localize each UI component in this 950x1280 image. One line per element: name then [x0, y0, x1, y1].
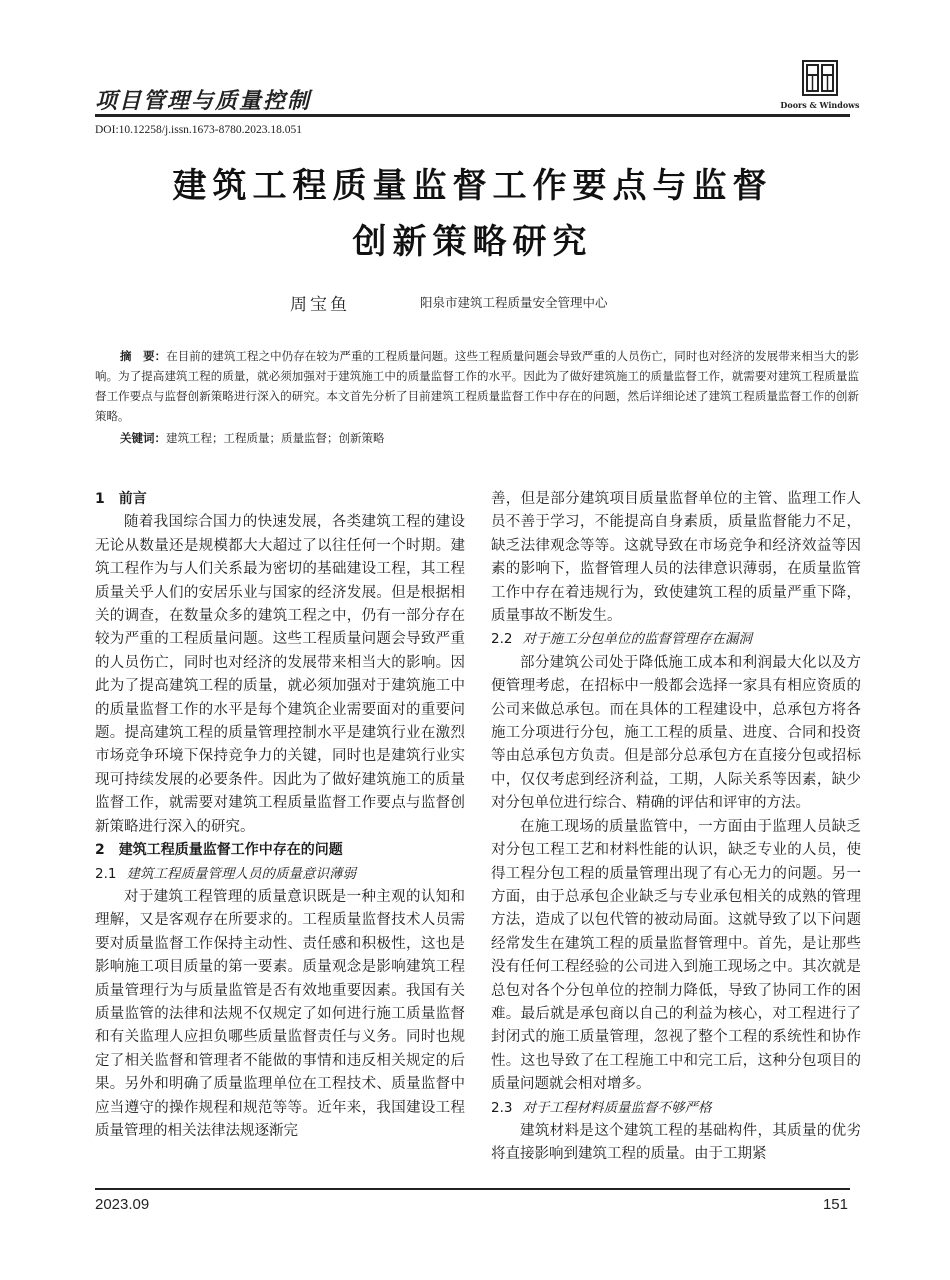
abstract [95, 346, 859, 426]
abstract-text: 在目前的建筑工程之中仍存在较为严重的工程质量问题。这些工程质量问题会导致严重的人员伤亡，同时也对经济的发展带来相当大的影响。为了提高建筑工程的质量，就必须加强对于建筑施工中的质量监督工作的水平。因此为了做好建筑施工的质量监督工作，就需要对建筑工程质量监督工作要点与监督创新策略进行深入的研究。本文首先分析了目前建筑工程质量监督工作中存在的问题，然后详细论述了建筑工程质量监督工作的创新策略。 [95, 349, 860, 423]
doi: DOI:10.12258/j.issn.1673-8780.2023.18.051 [95, 124, 302, 136]
subsection-number: 2.2 [491, 631, 513, 648]
journal-section-title: 项目管理与质量控制 [95, 89, 312, 114]
title-line-1: 建筑工程质量监督工作要点与监督 [172, 166, 773, 206]
doors-windows-logo-icon [802, 60, 838, 96]
author-name: 周宝鱼 [290, 295, 350, 315]
page-number: 151 [822, 1196, 848, 1213]
section-number: 1 [95, 491, 105, 507]
article-title [95, 158, 850, 270]
subsection-title: 建筑工程质量管理人员的质量意识薄弱 [126, 865, 356, 882]
subsection-heading [491, 628, 861, 651]
paragraph-continued: 善，但是部分建筑项目质量监督单位的主管、监理工作人员不善于学习，不能提高自身素质，质量监督能力不足，缺乏法律观念等等。这就导致在市场竞争和经济效益等因素的影响下，监督管理人员的法律意识薄弱，在质量监管工作中存在着违规行为，致使建筑工程的质量严重下降，质量事故不断发生。 [491, 491, 861, 625]
subsection-title: 对于工程材料质量监督不够严格 [522, 1099, 712, 1116]
subsection-number: 2.3 [491, 1099, 513, 1116]
subsection-number: 2.1 [95, 865, 117, 882]
section-number: 2 [95, 842, 105, 859]
paragraph: 部分建筑公司处于降低施工成本和利润最大化以及方便管理考虑，在招标中一般都会选择一家具有相应资质的公司来做总承包。而在具体的工程建设中，总承包方将各施工分项进行分包，施工工程的质量、进度、合同和投资等由总承包方负责。但是部分总承包方在直接分包或招标中，仅仅考虑到经济利益，工期，人际关系等因素，缺少对分包单位进行综合、精确的评估和评审的方法。 [491, 654, 861, 812]
author-affiliation: 阳泉市建筑工程质量安全管理中心 [420, 295, 608, 310]
abstract-label: 摘 要： [120, 349, 167, 363]
section-title: 建筑工程质量监督工作中存在的问题 [118, 842, 343, 859]
keywords [120, 430, 385, 446]
section-heading [95, 488, 465, 511]
paragraph: 随着我国综合国力的快速发展，各类建筑工程的建设无论从数量还是规模都大大超过了以往任何一个时期。建筑工程作为与人们关系最为密切的基础建设工程，其工程质量关乎人们的安居乐业与国家的经济发展。但是根据相关的调查，在数量众多的建筑工程之中，仍有一部分存在较为严重的工程质量问题。这些工程质量问题会导致严重的人员伤亡，同时也对经济的发展带来相当大的影响。因此为了提高建筑工程的质量，就必须加强对于建筑施工中的质量监督工作的水平是每个建筑企业需要面对的重要问题。提高建筑工程的质量管理控制水平是建筑行业在激烈市场竞争环境下保持竞争力的关键，同时也是建筑行业实现可持续发展的必要条件。因此为了做好建筑施工的质量监督工作，就需要对建筑工程质量监督工作要点与监督创新策略进行深入的研究。 [95, 514, 465, 835]
section-title: 前言 [118, 491, 147, 507]
title-line-2: 创新策略研究 [352, 222, 593, 262]
section-heading [95, 839, 465, 862]
journal-logo [780, 60, 860, 115]
paragraph: 在施工现场的质量监管中，一方面由于监理人员缺乏对分包工程工艺和材料性能的认识，缺乏专业的人员，使得工程分包工程的质量管理出现了有心无力的问题。另一方面，由于总承包企业缺乏与专业承包相关的成熟的管理方法，造成了以包代管的被动局面。这就导致了以下问题经常发生在建筑工程的质量监督管理中。首先，是让那些没有任何工程经验的公司进入到施工现场之中。其次就是总包对各个分包单位的控制力降低，导致了协同工作的困难。最后就是承包商以自己的利益为核心，对工程进行了封闭式的施工质量管理，忽视了整个工程的系统性和协作性。这也导致了在工程施工中和完工后，这种分包项目的质量问题就会相对增多。 [491, 818, 861, 1093]
header-rule [95, 114, 850, 117]
column-right [491, 488, 861, 1167]
footer-rule [95, 1188, 850, 1190]
issue-date: 2023.09 [95, 1196, 150, 1213]
logo-text: Doors & Windows [780, 100, 860, 110]
column-left [95, 488, 465, 1143]
keywords-label: 关键词： [120, 431, 166, 445]
paragraph: 建筑材料是这个建筑工程的基础构件，其质量的优劣将直接影响到建筑工程的质量。由于工期紧 [491, 1122, 861, 1163]
subsection-title: 对于施工分包单位的监督管理存在漏洞 [522, 631, 752, 648]
paragraph: 对于建筑工程管理的质量意识既是一种主观的认知和理解，又是客观存在所要求的。工程质量监督技术人员需要对质量监督工作保持主动性、责任感和积极性，这也是影响施工项目质量的第一要素。质量观念是影响建筑工程质量管理行为与质量监管是否有效地重要因素。我国有关质量监管的法律和法规不仅规定了如何进行施工质量监督和有关监理人应担负哪些质量监督责任与义务。同时也规定了相关监督和管理者不能做的事情和违反相关规定的后果。另外和明确了质量监理单位在工程技术、质量监督中应当遵守的操作规程和规范等等。近年来，我国建设工程质量管理的相关法律法规逐渐完 [95, 888, 465, 1139]
keywords-text: 建筑工程；工程质量；质量监督；创新策略 [166, 431, 385, 445]
subsection-heading [491, 1097, 861, 1120]
subsection-heading [95, 863, 465, 886]
